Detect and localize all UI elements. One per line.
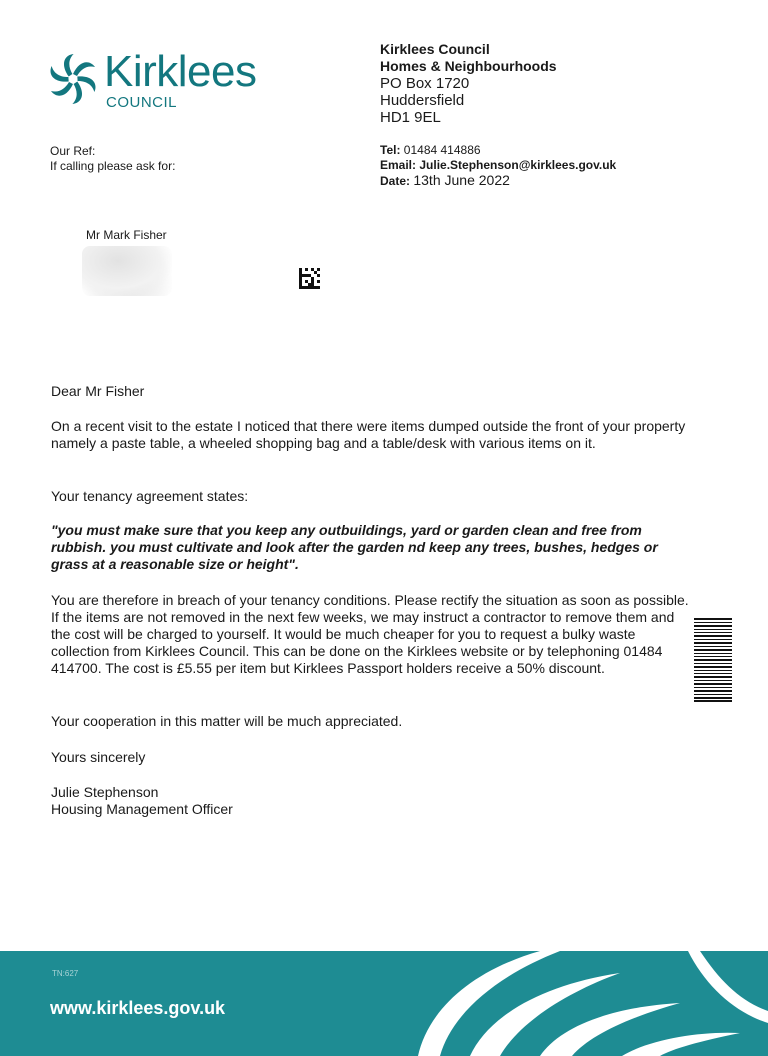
sender-address-line: HD1 9EL <box>380 109 441 126</box>
our-ref-label: Our Ref: <box>50 144 96 158</box>
sender-dept: Homes & Neighbourhoods <box>380 58 557 74</box>
email-row <box>380 158 616 173</box>
contact-block <box>380 143 616 189</box>
salutation: Dear Mr Fisher <box>51 383 145 399</box>
sender-org: Kirklees Council <box>380 41 490 57</box>
tenancy-quote: "you must make sure that you keep any outbuildings, yard or garden clean and free from rubbish. you must cultivate and look after the garden nd keep any trees, bushes, hedges or grass at a reasonable size or height". <box>51 522 658 572</box>
logo-sub-text: COUNCIL <box>106 94 178 111</box>
redacted-address <box>82 246 172 296</box>
tel-row <box>380 143 616 158</box>
date-label: Date: <box>380 174 411 188</box>
footer-website-link[interactable]: www.kirklees.gov.uk <box>50 998 226 1018</box>
ask-for-label: If calling please ask for: <box>50 159 176 173</box>
paragraph: Your cooperation in this matter will be much appreciated. <box>51 713 403 729</box>
reference-block <box>50 144 175 174</box>
sender-address <box>380 41 557 126</box>
kirklees-swirl-icon <box>48 54 98 104</box>
sender-address-line: Huddersfield <box>380 92 465 109</box>
email-value: Julie.Stephenson@kirklees.gov.uk <box>419 158 617 172</box>
kirklees-logo <box>48 47 278 114</box>
date-value: 13th June 2022 <box>413 172 510 188</box>
email-label: Email: <box>380 158 417 172</box>
barcode-icon <box>694 618 732 702</box>
paragraph: On a recent visit to the estate I noticed that there were items dumped outside the front of your property namely a paste table, a wheeled shopping bag and a table/desk with various items on it. <box>51 418 686 451</box>
sender-address-line: PO Box 1720 <box>380 75 470 92</box>
closing: Yours sincerely <box>51 749 146 765</box>
signer-title: Housing Management Officer <box>51 801 233 817</box>
logo-brand-text: Kirklees <box>104 47 257 96</box>
signer-name: Julie Stephenson <box>51 784 159 800</box>
footer-band <box>0 951 768 1056</box>
tel-value: 01484 414886 <box>403 143 481 157</box>
datamatrix-code-icon <box>299 268 320 289</box>
tel-label: Tel: <box>380 143 401 157</box>
date-row <box>380 173 616 189</box>
paragraph: You are therefore in breach of your tenancy conditions. Please rectify the situation as soon as possible. If the items are not removed in the next few weeks, we may instruct a contractor to remove them and the cost will be charged to yourself. It would be much cheaper for you to request a bulky waste collection from Kirklees Council. This can be done on the Kirklees website or by telephoning 01484 414700. The cost is £5.55 per item but Kirklees Passport holders receive a 50% discount. <box>51 592 689 676</box>
paragraph: Your tenancy agreement states: <box>51 488 249 504</box>
footer-code: TN:627 <box>52 969 79 978</box>
recipient-name: Mr Mark Fisher <box>86 228 167 242</box>
